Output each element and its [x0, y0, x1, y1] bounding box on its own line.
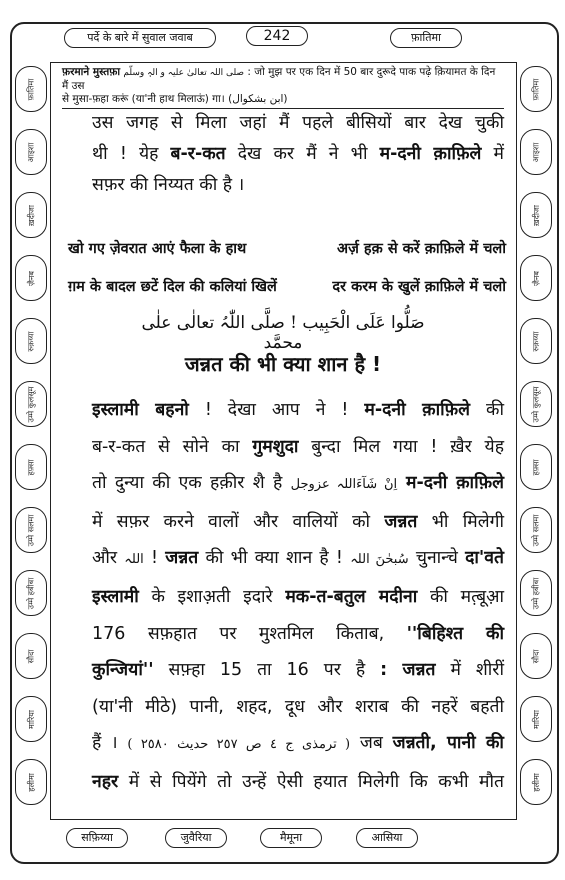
- body-line-10: [92, 725, 504, 764]
- medallion-label: हफ़्सा: [26, 458, 36, 476]
- body-line-8: [92, 652, 504, 689]
- footer-tab-1: सफ़िय्या: [66, 828, 128, 848]
- bold-span: कुन्जियां'': [92, 660, 154, 681]
- body-line-3: [92, 465, 504, 504]
- side-medallion: [15, 570, 47, 616]
- body-paragraph: [92, 392, 504, 801]
- bold-span: इस्लामी बहनो: [92, 400, 189, 420]
- text-span: देख कर मैं ने भी: [225, 144, 380, 164]
- bold-span: जन्नत: [384, 511, 418, 532]
- side-medallion: [15, 129, 47, 175]
- bold-span: म-दनी क़ाफ़िले: [379, 144, 482, 164]
- poem-hemistich: ग़म के बादल छटें दिल की कलियां खिलें: [68, 279, 277, 295]
- medallion-label: आइशा: [531, 142, 541, 162]
- para1-line-3: सफ़र की निय्यत की है ।: [92, 175, 245, 195]
- story-paragraph: [92, 108, 504, 201]
- poem-verse-1: [68, 238, 506, 258]
- bold-span: : जन्नत: [380, 660, 436, 681]
- side-medallion: [15, 66, 47, 112]
- side-medallion: [520, 66, 552, 112]
- side-medallion: [15, 696, 47, 742]
- medallion-label: फ़ातिमा: [531, 78, 541, 100]
- medallion-label: रुक़य्या: [26, 330, 36, 352]
- hadith-label: फ़रमाने मुस्तफ़ा: [62, 66, 121, 78]
- medallion-label: सौदा: [26, 649, 36, 663]
- medallion-label: फ़ातिमा: [26, 78, 36, 100]
- body-line-5: [92, 540, 504, 579]
- footer-tab-4: आसिया: [356, 828, 418, 848]
- arabic-citation: ( ترمذی ج ٤ ص ٢٥٧ حدیث ٢٥٨٠ ): [127, 737, 351, 753]
- poem-verse-2: [68, 276, 506, 296]
- text-span: भी मिलेगी: [417, 511, 504, 532]
- book-title-tab: पर्दे के बारे में सुवाल जवाब: [64, 28, 216, 48]
- text-span: जब: [350, 733, 393, 754]
- poem-hemistich: अर्ज़ हक़ से करें क़ाफ़िले में चलो: [337, 241, 506, 257]
- footer-tab-2: जुवैरिया: [165, 828, 227, 848]
- side-medallion: [520, 129, 552, 175]
- text-span: 176 सफ़हात पर मुश्तमिल किताब,: [92, 623, 407, 644]
- side-medallion: [520, 633, 552, 679]
- bold-span: गुमशुदा: [252, 436, 299, 457]
- side-medallion: [520, 696, 552, 742]
- text-span: हैं ।: [92, 733, 128, 754]
- text-span: में सफ़र करने वालों और वालियों को: [92, 511, 385, 532]
- text-span: ! देखा आप ने !: [188, 400, 365, 420]
- body-line-11: [92, 764, 504, 801]
- bold-span: ''बिहिश्त की: [406, 623, 504, 644]
- side-medallion: [15, 507, 47, 553]
- medallion-label: हलीमा: [531, 772, 541, 792]
- side-medallion: [520, 318, 552, 364]
- bold-span: म-दनी क़ाफ़िले: [397, 473, 504, 494]
- page-number: 242: [246, 26, 308, 46]
- medallion-label: हफ़्सा: [531, 458, 541, 476]
- side-medallion: [520, 444, 552, 490]
- bold-span: जन्नती, पानी की: [392, 733, 504, 754]
- text-span: में शीरीं: [435, 660, 504, 681]
- text-span: के इशाअ़ती इदारे: [138, 586, 286, 607]
- arabic-phrase: اِنْ شَآءَاللہ عزوجل: [290, 477, 398, 493]
- text-span: और: [92, 548, 125, 569]
- side-medallion: [520, 192, 552, 238]
- side-medallion: [520, 507, 552, 553]
- side-medallion: [520, 570, 552, 616]
- arabic-phrase: سُبحٰنَ اللہ: [350, 552, 409, 568]
- bold-span: म-दनी क़ाफ़िले: [364, 400, 471, 420]
- bold-span: ब-र-कत: [170, 144, 226, 164]
- poem-hemistich: दर करम के खुलें क़ाफ़िले में चलो: [332, 279, 506, 295]
- side-medallion: [15, 318, 47, 364]
- bold-span: दा'वते: [465, 548, 504, 569]
- body-line-9: (या'नी मीठे) पानी, शहद, दूध और शराब की नहरें बहती: [92, 696, 504, 717]
- text-span: की मत़्बूआ़: [417, 586, 504, 607]
- body-line-1: [92, 392, 504, 429]
- para1-line-1: उस जगह से मिला जहां मैं पहले बीसियों बार देख चुकी: [92, 113, 504, 133]
- hadith-text-2: से मुसा-फ़हा करूं (या'नी हाथ मिलाऊं) गा। (ابن بشکوال): [62, 93, 288, 105]
- body-line-6: [92, 579, 504, 616]
- side-medallion: [15, 759, 47, 805]
- side-medallion: [520, 759, 552, 805]
- side-medallion: [15, 192, 47, 238]
- medallion-label: आइशा: [26, 142, 36, 162]
- text-span: !: [143, 548, 166, 569]
- salawat-line: صَلُّوا عَلَی الْحَبِیب ! صلَّی اللّٰہُ تعالٰی علٰی محمَّد: [141, 313, 425, 353]
- medallion-label: ख़दीजा: [531, 204, 541, 226]
- bold-span: जन्नत: [165, 548, 199, 569]
- side-medallion: [15, 444, 47, 490]
- side-medallion: [520, 381, 552, 427]
- poem-hemistich: खो गए ज़ेवरात आएं फैला के हाथ: [68, 241, 247, 257]
- text-span: में से पियेंगे तो उन्हें ऐसी हयात मिलेगी कि कभी मौत: [118, 771, 504, 792]
- body-line-7: [92, 616, 504, 653]
- medallion-label: रुक़य्या: [531, 330, 541, 352]
- text-span: की भी क्या शान है !: [198, 548, 351, 569]
- medallion-label: मारिया: [26, 709, 36, 729]
- text-span: ब-र-कत से सोने का: [92, 436, 253, 457]
- side-medallion: [15, 255, 47, 301]
- medallion-label: ज़ैनब: [531, 270, 541, 286]
- medallion-label: ज़ैनब: [26, 270, 36, 286]
- medallion-label: हलीमा: [26, 772, 36, 792]
- side-medallion: [520, 255, 552, 301]
- medallion-label: उम्मे हबीबा: [26, 577, 36, 609]
- medallion-label: उम्मे सलमा: [26, 514, 36, 546]
- text-span: बुन्दा मिल गया ! ख़ैर येह: [298, 436, 504, 457]
- arabic-phrase: اللہ: [124, 552, 144, 568]
- hadith-arabic: صلی اللہ تعالیٰ علیہ و الہٖ وسلّم: [123, 68, 245, 78]
- medallion-label: उम्मे हबीबा: [531, 577, 541, 609]
- text-span: की: [470, 400, 504, 420]
- medallion-label: उम्मे सलमा: [531, 514, 541, 546]
- medallion-label: मारिया: [531, 709, 541, 729]
- medallion-label: उम्मे कुलसूम: [531, 386, 541, 422]
- text-span: तो दुन्या की एक हक़ीर शै है: [92, 473, 291, 494]
- body-line-4: [92, 504, 504, 541]
- hadith-text-1: : जो मुझ पर एक दिन में 50 बार दुरूदे पाक पढ़े क़ियामत के दिन मैं उस: [62, 66, 496, 92]
- footer-tab-3: मैमूना: [260, 828, 322, 848]
- text-span: में: [481, 144, 504, 164]
- para1-line-2: [92, 139, 504, 170]
- text-span: थी ! येह: [92, 144, 171, 164]
- medallion-label: ख़दीजा: [26, 204, 36, 226]
- bold-span: इस्लामी: [92, 586, 139, 607]
- hadith-header: [62, 66, 504, 109]
- medallion-label: सौदा: [531, 649, 541, 663]
- side-medallion: [15, 633, 47, 679]
- bold-span: नहर: [92, 771, 119, 792]
- side-medallion: [15, 381, 47, 427]
- body-line-2: [92, 429, 504, 466]
- text-span: चुनान्चे: [408, 548, 466, 569]
- header-name-tab: फ़ातिमा: [390, 28, 462, 48]
- bold-span: मक-त-बतुल मदीना: [285, 586, 418, 607]
- text-span: सफ़्हा 15 ता 16 पर है: [153, 660, 381, 681]
- section-heading: जन्नत की भी क्या शान है !: [184, 352, 382, 376]
- medallion-label: उम्मे कुलसूम: [26, 386, 36, 422]
